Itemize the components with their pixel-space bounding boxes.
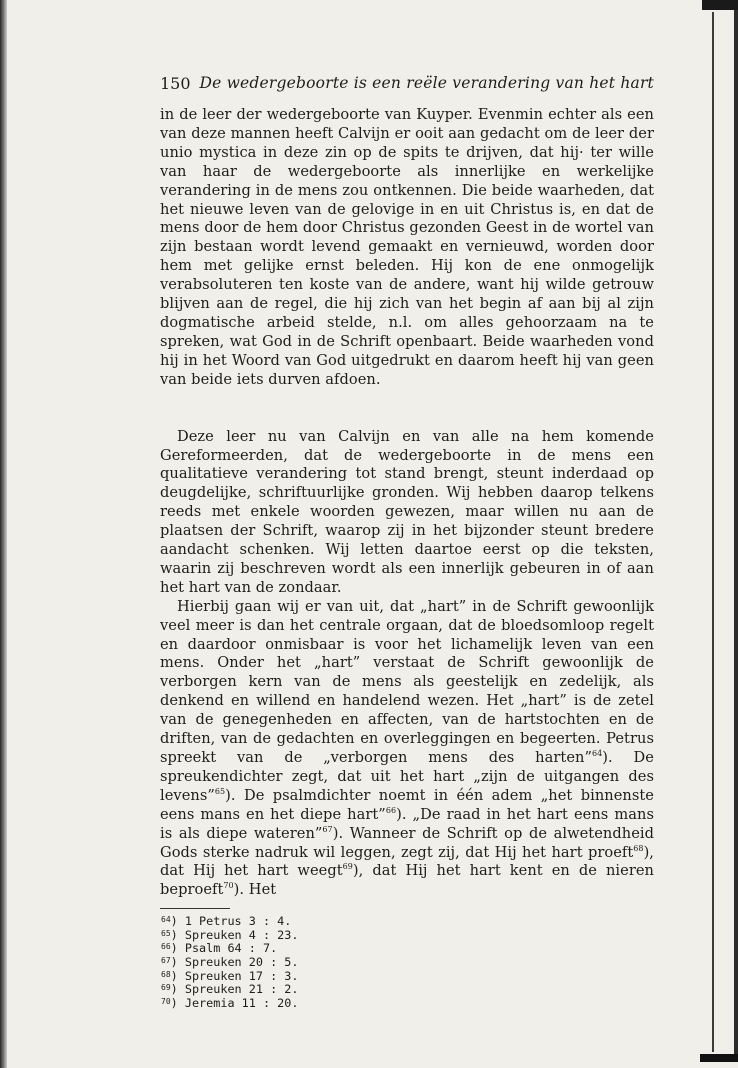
footnote	[161, 970, 654, 984]
footnote-text: ) Spreuken 21 : 2.	[170, 982, 299, 997]
footnote-mark: 65	[161, 928, 171, 938]
page-number: 150	[160, 74, 191, 93]
paragraph-3-text: ). De spreukendichter zegt, dat uit het hart „zijn de uitgangen des levens”	[160, 749, 654, 804]
footnote-ref: 69	[342, 862, 353, 872]
footnote	[161, 915, 654, 929]
footnote-text: ) Spreuken 4 : 23.	[170, 927, 299, 942]
footnote-ref: 64	[591, 749, 603, 758]
paragraph-3-text: Hierbij gaan wij er van uit, dat „hart” in de Schrift gewoonlijk veel meer is dan het centrale orgaan, dat de bloedsomloop regelt en daardoor onmisbaar is voor het lichamelijk leven van een mens. Onder het „hart” verstaat de Schrift gewoonlijk de verborgen kern van de mens als geestelijk en zedelijk, als denkend en willend en handelend wezen. Het „hart” is de zetel van de genegenheden en affecten, van de hartstochten en de driften, van de gedachten en overleggingen en begeerten. Petrus spreekt van de „verborgen mens des harten”	[160, 597, 654, 766]
book-page	[160, 74, 654, 1010]
footnote	[161, 983, 654, 997]
footnote-rule	[160, 908, 230, 909]
paragraph-1: in de leer der wedergeboorte van Kuyper. Evenmin echter als een van deze mannen heeft Calvijn er ooit aan gedacht om de leer der unio mystica in deze zin op de spits te drijven, dat hij· ter wille van haar de wedergeboorte als innerlijke en werkelijke verandering in de mens zou ontkennen. Die beide waarheden, dat het nieuwe leven van de gelovige in en uit Christus is, en dat de mens door de hem door Christus gezonden Geest in de wortel van zijn bestaan wordt levend gemaakt en vernieuwd, worden door hem met gelijke ernst beleden. Hij kon de ene onmogelijk verabsoluteren ten koste van de andere, want hij wilde getrouw blijven aan de regel, die hij zich van het begin af aan bij al zijn dogmatische arbeid stelde, n.l. om alles gehoorzaam na te spreken, wat God in de Schrift openbaart. Beide waarheden vond hij in het Woord van God uitgedrukt en daarom heeft hij van geen van beide iets durven afdoen.	[160, 106, 654, 388]
footnote-text: ) Spreuken 17 : 3.	[170, 968, 299, 983]
footnote-ref: 70	[223, 881, 234, 891]
running-title: De wedergeboorte is een reële verandering van het hart	[199, 74, 654, 92]
paragraph-3	[160, 598, 654, 901]
footnote-mark: 64	[161, 915, 171, 925]
footnotes	[160, 915, 654, 1010]
body-text	[160, 106, 654, 900]
scan-bottom-right-edge	[700, 1054, 738, 1062]
footnote-mark: 66	[161, 942, 171, 952]
footnote	[161, 997, 654, 1011]
footnote	[161, 929, 654, 943]
running-head	[160, 74, 654, 100]
scan-left-edge	[0, 0, 7, 1068]
footnote-text: ) Jeremia 11 : 20.	[170, 995, 299, 1010]
footnote-text: ) Psalm 64 : 7.	[170, 941, 278, 956]
paragraph-2: Deze leer nu van Calvijn en van alle na hem komende Gereformeerden, dat de wedergeboorte in de mens een qualitatieve verandering tot stand brengt, steunt inderdaad op deugdelijke, schriftuurlijke gronden. Wij hebben daarop telkens reeds met enkele woorden gewezen, maar willen nu aan de plaatsen der Schrift, waarop zij in het bijzonder steunt bredere aandacht schenken. Wij letten daartoe eerst op die teksten, waarin zij beschreven wordt als een innerlijk gebeuren in of aan het hart van de zondaar.	[160, 427, 654, 596]
paragraph-3-text: ). Het	[233, 881, 277, 899]
scan-top-right-edge	[702, 0, 738, 10]
footnote-ref: 67	[322, 824, 333, 834]
footnote-text: ) 1 Petrus 3 : 4.	[170, 914, 292, 929]
footnote-mark: 68	[161, 969, 171, 979]
paragraph-3-text: ). „De raad in het hart eens mans is als diepe wateren”	[160, 805, 654, 842]
footnote-mark: 67	[161, 956, 171, 966]
footnote-ref: 66	[385, 805, 397, 815]
footnote	[161, 956, 654, 970]
footnote-mark: 69	[161, 983, 171, 993]
section-gap	[160, 390, 654, 428]
paragraph-3-text: ), dat Hij het hart kent en de nieren beproeft	[160, 862, 654, 899]
paragraph-3-text: ). De psalmdichter noemt in één adem „het binnenste eens mans en het diepe hart”	[160, 786, 654, 823]
scan-right-edge	[734, 10, 738, 1060]
footnote-text: ) Spreuken 20 : 5.	[170, 955, 299, 970]
paragraph-3-text: ). Wanneer de Schrift op de alwetendheid Gods sterke nadruk wil leggen, zegt zij, dat Hij het hart proeft	[160, 824, 654, 861]
footnote-ref: 65	[214, 786, 226, 796]
paragraph-3-text: ), dat Hij het hart weegt	[160, 843, 654, 880]
footnote-mark: 70	[161, 996, 171, 1006]
scan-page-edge-line	[712, 12, 714, 1052]
footnote-ref: 68	[633, 843, 644, 853]
footnote	[161, 942, 654, 956]
